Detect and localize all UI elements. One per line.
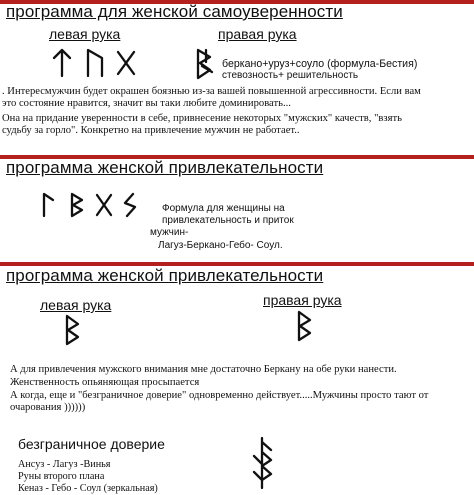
trust-line: Руны второго плана <box>18 471 105 482</box>
gebo-rune-icon <box>115 50 137 76</box>
section1-text-line: это состояние нравится, значит вы таки любите доминировать... <box>2 98 291 109</box>
uruz-rune-icon <box>84 48 106 78</box>
section1-text-line: судьбу за горло". Конкретно на привлечение мужчин не работает.. <box>2 125 300 136</box>
section1-text-line: Она на придание уверенности в себе, привнесение некоторых "мужских" качеств, "взять <box>2 113 402 124</box>
berkano-rune-icon <box>68 192 86 218</box>
berkano-rune-icon <box>294 310 314 342</box>
section1-title: программа для женской самоуверенности <box>6 2 343 21</box>
bindrune-icon <box>194 48 216 80</box>
section2-formula-line: привлекательность и приток <box>162 215 294 226</box>
section1-text-line: . Интересмужчин будет окрашен боязнью из-за вашей повышенной агрессивности. Если вам <box>2 86 421 97</box>
section1-right-hand-label: правая рука <box>218 26 297 42</box>
trust-line: Ансуз - Лагуз -Винья <box>18 459 111 470</box>
section3-right-hand-label: правая рука <box>263 292 342 308</box>
section2-title: программа женской привлекательности <box>6 158 324 177</box>
section3-text-line: А для привлечения мужского внимания мне достаточно Беркану на обе руки нанести. <box>10 364 397 375</box>
gebo-rune-icon <box>94 193 114 217</box>
berkano-rune-icon <box>62 314 82 346</box>
section3-text-line: А когда, еще и "безграничное доверие" одновременно действует.....Мужчины просто тают от <box>10 390 429 401</box>
section1-formula-line1: беркано+уруз+соуло (формула-Бестия) <box>222 58 418 70</box>
trust-bindrune-icon <box>250 436 276 490</box>
trust-title: безграничное доверие <box>18 436 165 452</box>
teiwaz-rune-icon <box>52 48 72 78</box>
section3-left-hand-label: левая рука <box>40 297 112 313</box>
laguz-rune-icon <box>40 192 56 218</box>
section2-formula-line: Формула для женщины на <box>162 203 285 214</box>
section1-formula-line2: стевозность+ решительность <box>222 70 359 81</box>
trust-line: Кеназ - Гебо - Соул (зеркальная) <box>18 483 158 494</box>
section2-formula-line: Лагуз-Беркано-Гебо- Соул. <box>158 240 283 251</box>
sowilo-rune-icon <box>121 192 139 218</box>
section2-formula-line: мужчин- <box>150 227 189 238</box>
section1-left-hand-label: левая рука <box>49 26 121 42</box>
section3-title: программа женской привлекательности <box>6 266 324 285</box>
section3-text-line: Женственность опьяняющая просыпается <box>10 377 200 388</box>
section3-text-line: очарования )))))) <box>10 402 86 413</box>
